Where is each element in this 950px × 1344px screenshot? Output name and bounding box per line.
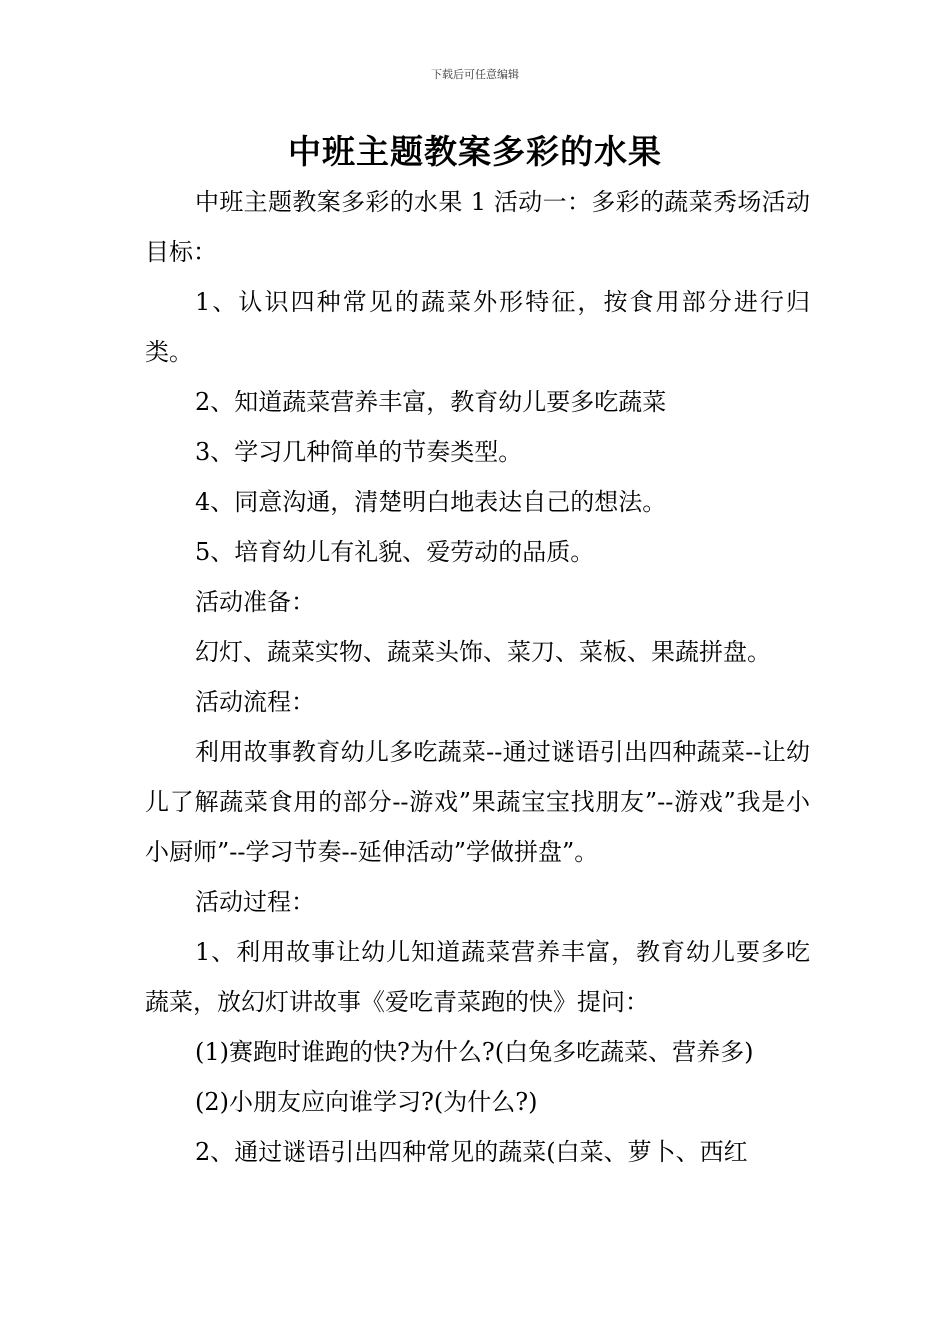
- paragraph-intro: 中班主题教案多彩的水果 1 活动一：多彩的蔬菜秀场活动目标：: [145, 188, 810, 266]
- paragraph-goal-1: 1、认识四种常见的蔬菜外形特征，按食用部分进行归类。: [145, 288, 810, 366]
- document-body: [145, 177, 810, 1177]
- header-note: 下载后可任意编辑: [431, 68, 519, 81]
- paragraph-process-1: 1、利用故事让幼儿知道蔬菜营养丰富，教育幼儿要多吃蔬菜，放幻灯讲故事《爱吃青菜跑的快》提问：: [145, 938, 810, 1016]
- paragraph-goal-3: 3、学习几种简单的节奏类型。: [195, 438, 523, 466]
- paragraph-goal-4: 4、同意沟通，清楚明白地表达自己的想法。: [195, 488, 667, 516]
- paragraph-preparation-heading: 活动准备：: [195, 588, 315, 616]
- paragraph-preparation: 幻灯、蔬菜实物、蔬菜头饰、菜刀、菜板、果蔬拼盘。: [195, 638, 771, 666]
- document-title: 中班主题教案多彩的水果: [288, 132, 662, 171]
- paragraph-process-heading: 活动过程：: [195, 888, 315, 916]
- paragraph-process-2: 2、通过谜语引出四种常见的蔬菜(白菜、萝卜、西红: [195, 1138, 748, 1166]
- paragraph-flow: 利用故事教育幼儿多吃蔬菜--通过谜语引出四种蔬菜--让幼儿了解蔬菜食用的部分--游戏”果蔬宝宝找朋友”--游戏”我是小小厨师”--学习节奏--延伸活动”学做拼盘”。: [145, 738, 810, 866]
- paragraph-flow-heading: 活动流程：: [195, 688, 315, 716]
- paragraph-question-2: (2)小朋友应向谁学习?(为什么?): [195, 1088, 538, 1116]
- paragraph-question-1: (1)赛跑时谁跑的快?为什么?(白兔多吃蔬菜、营养多): [195, 1038, 754, 1066]
- paragraph-goal-5: 5、培育幼儿有礼貌、爱劳动的品质。: [195, 538, 595, 566]
- paragraph-goal-2: 2、知道蔬菜营养丰富，教育幼儿要多吃蔬菜: [195, 388, 667, 416]
